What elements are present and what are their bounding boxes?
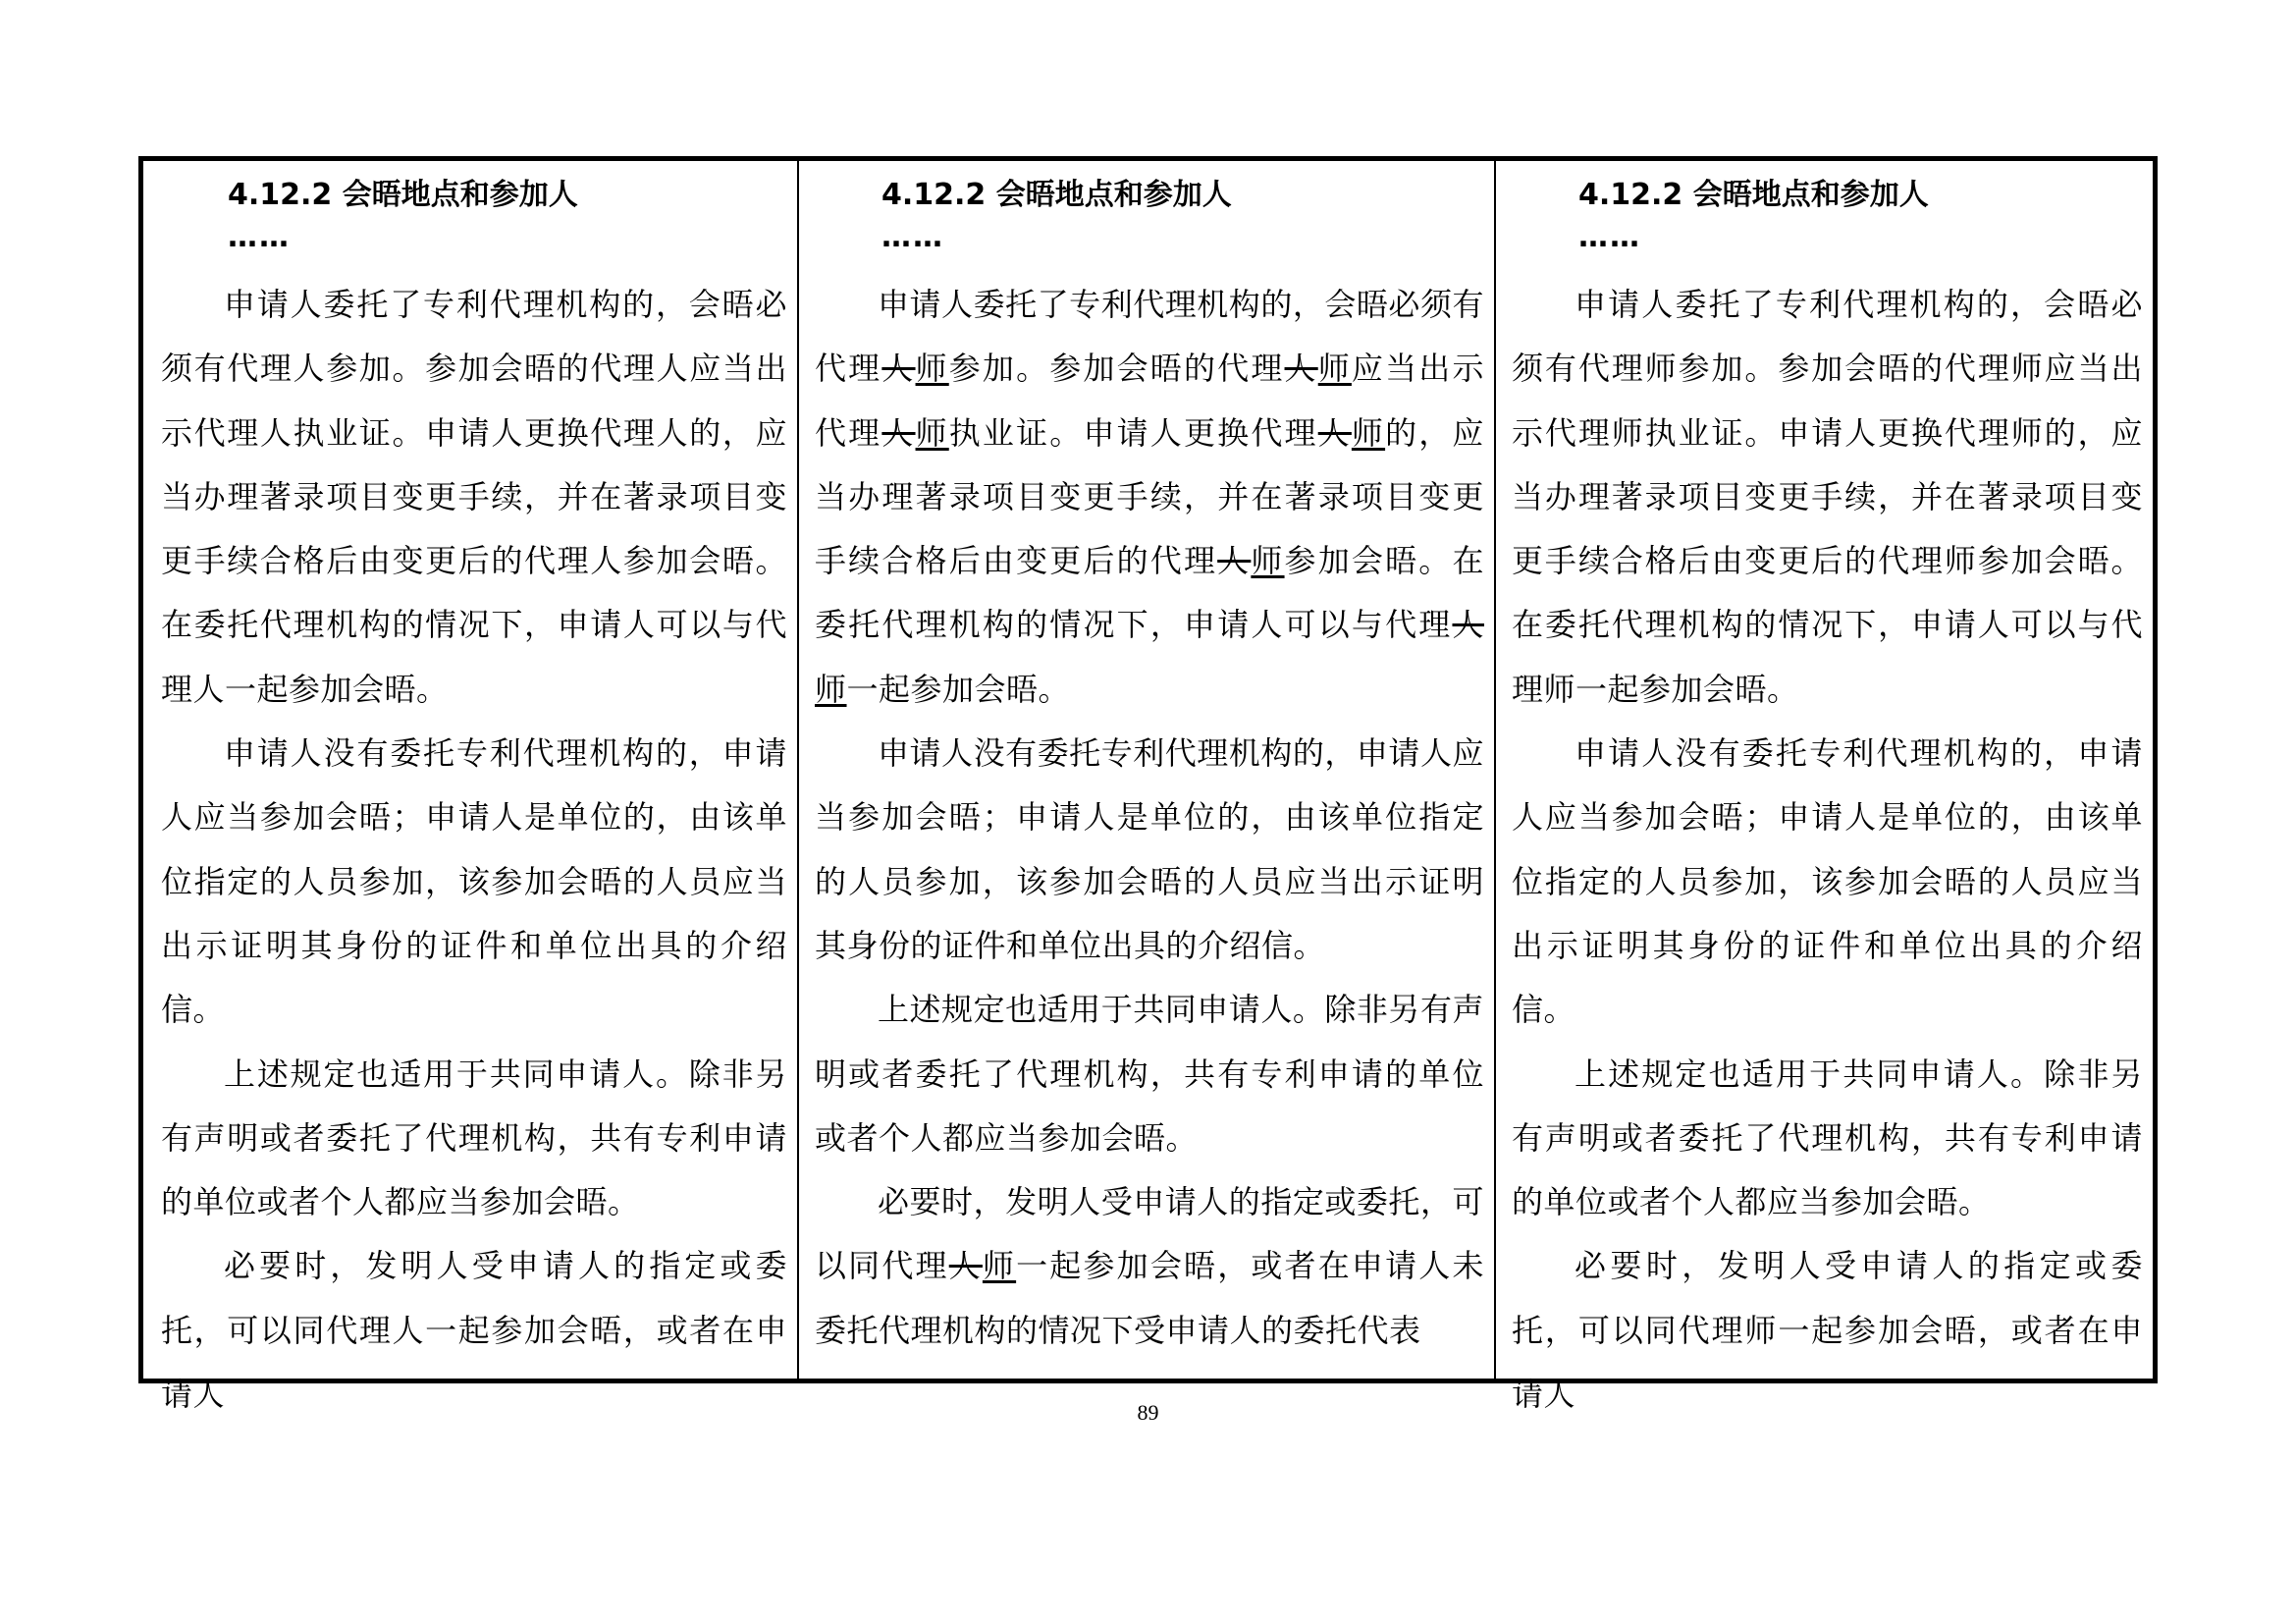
paragraph: 申请人委托了专利代理机构的，会晤必须有代理师参加。参加会晤的代理师应当出示代理师执业证。申请人更换代理师的，应当办理著录项目变更手续，并在著录项目变更手续合格后由变更后的代理师参加会晤。在委托代理机构的情况下，申请人可以与代理师一起参加会晤。 [1512,286,2143,708]
section-heading: 4.12.2 会晤地点和参加人 [881,178,1232,212]
inserted-text: 师 [982,1247,1017,1285]
text-segment: 的，应当办理著录项目变更手续，并在著录项目变更手续合格后由变更后的代理 [815,413,1484,580]
paragraph: 申请人没有委托专利代理机构的，申请人应当参加会晤；申请人是单位的，由该单位指定的人员参加，该参加会晤的人员应当出示证明其身份的证件和单位出具的介绍信。 [1512,734,2143,1029]
section-heading: 4.12.2 会晤地点和参加人 [228,178,578,212]
text-segment: 一起参加会晤。 [846,670,1071,708]
deleted-text: 人 [948,1247,983,1285]
column-revision-marked [799,161,1496,1379]
text-segment: 应当出示代理 [815,350,1484,452]
section-body [815,273,1484,1363]
column-revised [1496,161,2153,1414]
paragraph: 上述规定也适用于共同申请人。除非另有声明或者委托了代理机构，共有专利申请的单位或者个人都应当参加会晤。 [1512,1055,2143,1221]
ellipsis-marker: …… [1578,220,1641,254]
inserted-text: 师 [815,670,847,708]
paragraph: 必要时，发明人受申请人的指定或委托，可以同代理人一起参加会晤，或者在申请人 [161,1247,787,1414]
page-number: 89 [1137,1400,1159,1425]
text-segment: 申请人没有委托专利代理机构的，申请人应当参加会晤；申请人是单位的，由该单位指定的人员参加，该参加会晤的人员应当出示证明其身份的证件和单位出具的介绍信。 [815,734,1484,964]
paragraph [815,273,1484,722]
section-body [1512,273,2143,1427]
text-segment: 参加会晤。在委托代理机构的情况下，申请人可以与代理 [815,542,1484,644]
inserted-text: 师 [915,413,949,452]
inserted-text: 师 [915,350,949,388]
inserted-text: 师 [1351,413,1386,452]
deleted-text: 人 [881,413,916,452]
paragraph: 上述规定也适用于共同申请人。除非另有声明或者委托了代理机构，共有专利申请的单位或者个人都应当参加会晤。 [161,1055,787,1221]
section-heading: 4.12.2 会晤地点和参加人 [1578,178,1929,212]
deleted-text: 人 [1317,413,1352,452]
text-segment: 申请人委托了专利代理机构的，会晤必须有代理 [815,286,1484,388]
deleted-text: 人 [1452,606,1484,644]
deleted-text: 人 [881,350,916,388]
paragraph: 申请人委托了专利代理机构的，会晤必须有代理人参加。参加会晤的代理人应当出示代理人执业证。申请人更换代理人的，应当办理著录项目变更手续，并在著录项目变更手续合格后由变更后的代理人参加会晤。在委托代理机构的情况下，申请人可以与代理人一起参加会晤。 [161,286,787,708]
text-segment: 参加。参加会晤的代理 [948,350,1285,388]
inserted-text: 师 [1317,350,1352,388]
inserted-text: 师 [1251,542,1285,580]
paragraph: 必要时，发明人受申请人的指定或委托，可以同代理师一起参加会晤，或者在申请人 [1512,1247,2143,1414]
column-original [143,161,799,1414]
paragraph [815,1170,1484,1363]
text-segment: 一起参加会晤，或者在申请人未委托代理机构的情况下受申请人的委托代表 [815,1247,1484,1349]
text-segment: 执业证。申请人更换代理 [948,413,1318,452]
deleted-text: 人 [1217,542,1252,580]
text-segment: 必要时，发明人受申请人的指定或委托，可以同代理 [815,1183,1484,1285]
text-segment: 上述规定也适用于共同申请人。除非另有声明或者委托了代理机构，共有专利申请的单位或者个人都应当参加会晤。 [815,991,1484,1157]
paragraph [815,722,1484,978]
deleted-text: 人 [1284,350,1318,388]
paragraph: 申请人没有委托专利代理机构的，申请人应当参加会晤；申请人是单位的，由该单位指定的人员参加，该参加会晤的人员应当出示证明其身份的证件和单位出具的介绍信。 [161,734,787,1029]
ellipsis-marker: …… [881,220,944,254]
section-body [161,273,787,1427]
paragraph [815,978,1484,1170]
ellipsis-marker: …… [228,220,291,254]
